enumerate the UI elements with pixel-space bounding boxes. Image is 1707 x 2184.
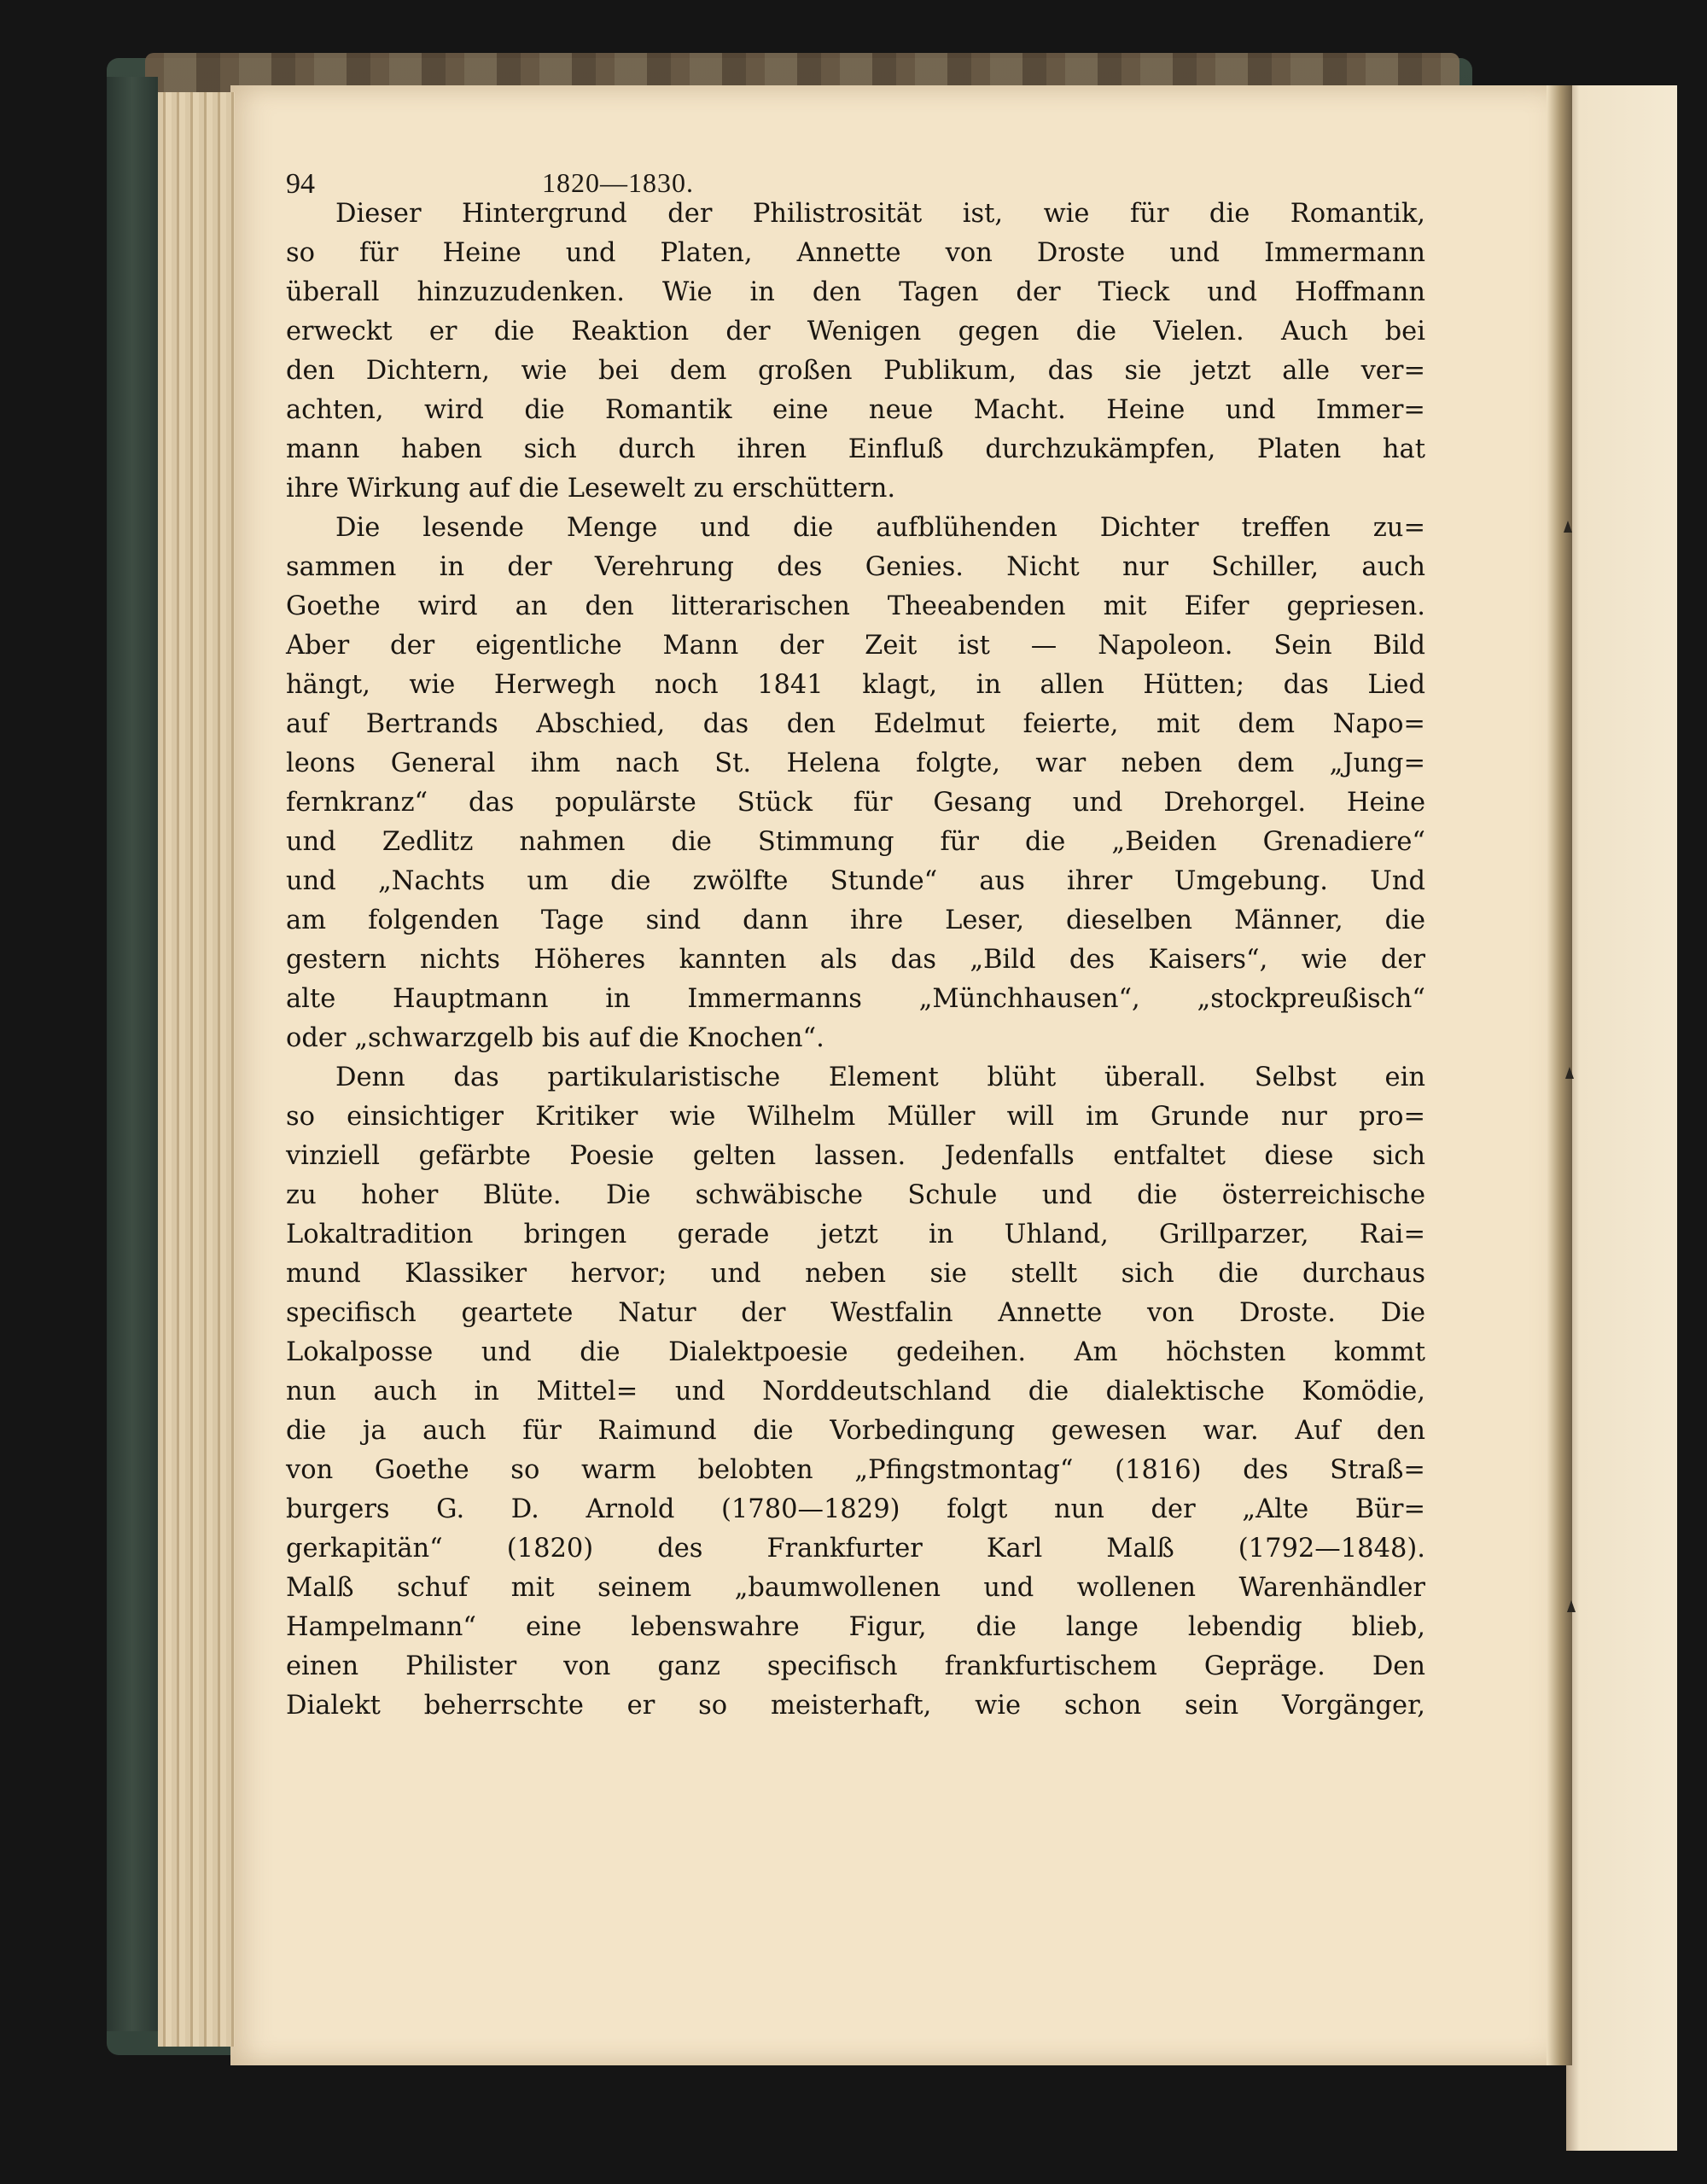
- text-line: zu hoher Blüte. Die schwäbische Schule und die österreichische: [286, 1180, 1425, 1210]
- text-line: achten, wird die Romantik eine neue Macht. Heine und Immer=: [286, 395, 1425, 425]
- page-block-edges: [158, 92, 235, 2047]
- text-line: erweckt er die Reaktion der Wenigen gegen die Vielen. Auch bei: [286, 317, 1425, 347]
- facing-page-edge: [1566, 85, 1677, 2151]
- text-line: oder „schwarzgelb bis auf die Knochen“.: [286, 1023, 824, 1053]
- text-line: Aber der eigentliche Mann der Zeit ist — Napoleon. Sein Bild: [286, 631, 1425, 661]
- text-line: Malß schuf mit seinem „baumwollenen und wollenen Warenhändler: [286, 1573, 1425, 1603]
- cover-spine-edge: [107, 77, 158, 2031]
- text-line: einen Philister von ganz specifisch frankfurtischem Gepräge. Den: [286, 1651, 1425, 1681]
- text-line: ihre Wirkung auf die Lesewelt zu erschüttern.: [286, 474, 896, 504]
- text-line: Denn das partikularistische Element blüht überall. Selbst ein: [335, 1063, 1425, 1092]
- text-line: Dialekt beherrschte er so meisterhaft, wie schon sein Vorgänger,: [286, 1691, 1425, 1721]
- text-line: Goethe wird an den litterarischen Theeabenden mit Eifer gepriesen.: [286, 591, 1425, 621]
- text-line: gestern nichts Höheres kannten als das „Bild des Kaisers“, wie der: [286, 945, 1425, 975]
- text-line: fernkranz“ das populärste Stück für Gesang und Drehorgel. Heine: [286, 788, 1425, 818]
- text-line: leons General ihm nach St. Helena folgte, war neben dem „Jung=: [286, 748, 1425, 778]
- text-line: Lokaltradition bringen gerade jetzt in Uhland, Grillparzer, Rai=: [286, 1220, 1425, 1249]
- text-line: Lokalposse und die Dialektpoesie gedeihen. Am höchsten kommt: [286, 1337, 1425, 1367]
- text-line: auf Bertrands Abschied, das den Edelmut feierte, mit dem Napo=: [286, 709, 1425, 739]
- text-line: Hampelmann“ eine lebenswahre Figur, die lange lebendig blieb,: [286, 1612, 1425, 1642]
- text-line: so für Heine und Platen, Annette von Droste und Immermann: [286, 238, 1425, 268]
- text-line: sammen in der Verehrung des Genies. Nicht nur Schiller, auch: [286, 552, 1425, 582]
- page-number: 94: [286, 168, 315, 200]
- text-line: die ja auch für Raimund die Vorbedingung gewesen war. Auf den: [286, 1416, 1425, 1446]
- text-line: mann haben sich durch ihren Einfluß durchzukämpfen, Platen hat: [286, 434, 1425, 464]
- text-line: hängt, wie Herwegh noch 1841 klagt, in allen Hütten; das Lied: [286, 670, 1425, 700]
- text-line: alte Hauptmann in Immermanns „Münchhausen“, „stockpreußisch“: [286, 984, 1425, 1014]
- text-line: und „Nachts um die zwölfte Stunde“ aus ihrer Umgebung. Und: [286, 866, 1425, 896]
- text-line: Dieser Hintergrund der Philistrosität ist, wie für die Romantik,: [335, 199, 1425, 229]
- body-text: [286, 195, 1425, 1726]
- text-line: von Goethe so warm belobten „Pfingstmontag“ (1816) des Straß=: [286, 1455, 1425, 1485]
- running-head: 1820—1830.: [542, 167, 694, 198]
- text-line: burgers G. D. Arnold (1780—1829) folgt nun der „Alte Bür=: [286, 1494, 1425, 1524]
- text-line: vinziell gefärbte Poesie gelten lassen. Jedenfalls entfaltet diese sich: [286, 1141, 1425, 1171]
- text-line: nun auch in Mittel= und Norddeutschland die dialektische Komödie,: [286, 1377, 1425, 1406]
- text-line: mund Klassiker hervor; und neben sie stellt sich die durchaus: [286, 1259, 1425, 1289]
- text-line: Die lesende Menge und die aufblühenden Dichter treffen zu=: [335, 513, 1425, 543]
- text-line: überall hinzuzudenken. Wie in den Tagen der Tieck und Hoffmann: [286, 277, 1425, 307]
- text-line: und Zedlitz nahmen die Stimmung für die „Beiden Grenadiere“: [286, 827, 1425, 857]
- text-line: den Dichtern, wie bei dem großen Publikum, das sie jetzt alle ver=: [286, 356, 1425, 386]
- text-line: specifisch geartete Natur der Westfalin Annette von Droste. Die: [286, 1298, 1425, 1328]
- text-line: gerkapitän“ (1820) des Frankfurter Karl Malß (1792—1848).: [286, 1534, 1425, 1564]
- text-line: so einsichtiger Kritiker wie Wilhelm Müller will im Grunde nur pro=: [286, 1102, 1425, 1132]
- text-line: am folgenden Tage sind dann ihre Leser, dieselben Männer, die: [286, 906, 1425, 935]
